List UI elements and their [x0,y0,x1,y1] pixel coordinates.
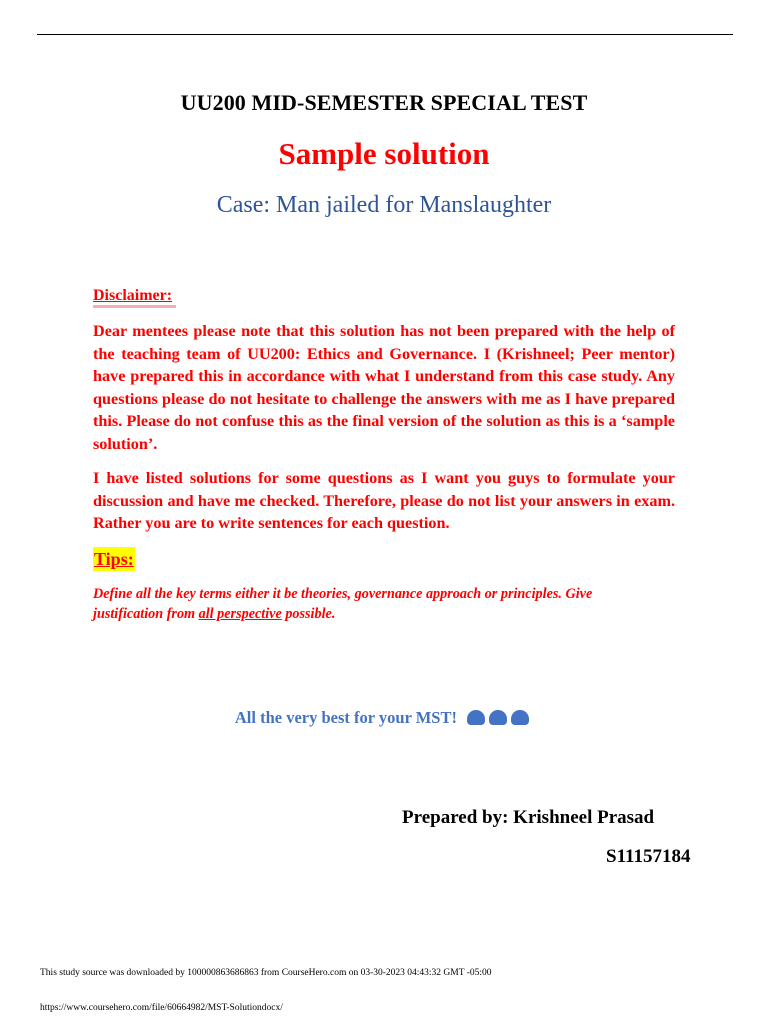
blue-heart-emoji-icon [511,710,529,725]
tips-text [93,585,653,624]
top-divider [37,34,733,35]
emoji-group [467,709,533,731]
case-title: Case: Man jailed for Manslaughter [216,192,552,218]
disclaimer-paragraph-1: Dear mentees please note that this solution has not been prepared with the help of the teaching team of UU200: Ethics and Governance. I (Krishneel; Peer mentor) have prepared this in accordance with what I understand from this case study. Any questions please do not hesitate to challenge the answers with me as I have prepared this. Please do not confuse this as the final version of the solution as this is a ‘sample solution’. [93,322,675,453]
document-title: UU200 MID-SEMESTER SPECIAL TEST [180,90,588,115]
best-wishes-line [0,707,768,731]
blue-heart-emoji-icon [489,710,507,725]
download-note: This study source was downloaded by 100000863686863 from CourseHero.com on 03-30-2023 04:43:32 GMT -05:00 [40,968,492,978]
source-url[interactable]: https://www.coursehero.com/file/60664982/MST-Solutiondocx/ [40,1003,283,1013]
document-subtitle: Sample solution [278,136,490,171]
tips-heading: Tips: [94,549,134,569]
tips-text-end: possible. [281,605,336,622]
blue-heart-emoji-icon [467,710,485,725]
tips-text-underlined: all perspective [198,605,282,622]
student-id: S11157184 [606,846,691,867]
prepared-by: Prepared by: Krishneel Prasad [402,807,655,828]
tips-text-start: Define all the key terms either it be theories, governance approach or principles. Give justification from [93,586,593,622]
disclaimer-heading: Disclaimer: [93,287,176,308]
disclaimer-paragraph-2: I have listed solutions for some questions as I want you guys to formulate your discussion and have me checked. Therefore, please do not list your answers in exam. Rather you are to write sentences for each question. [93,469,675,533]
best-wishes-text: All the very best for your MST! [234,708,457,727]
